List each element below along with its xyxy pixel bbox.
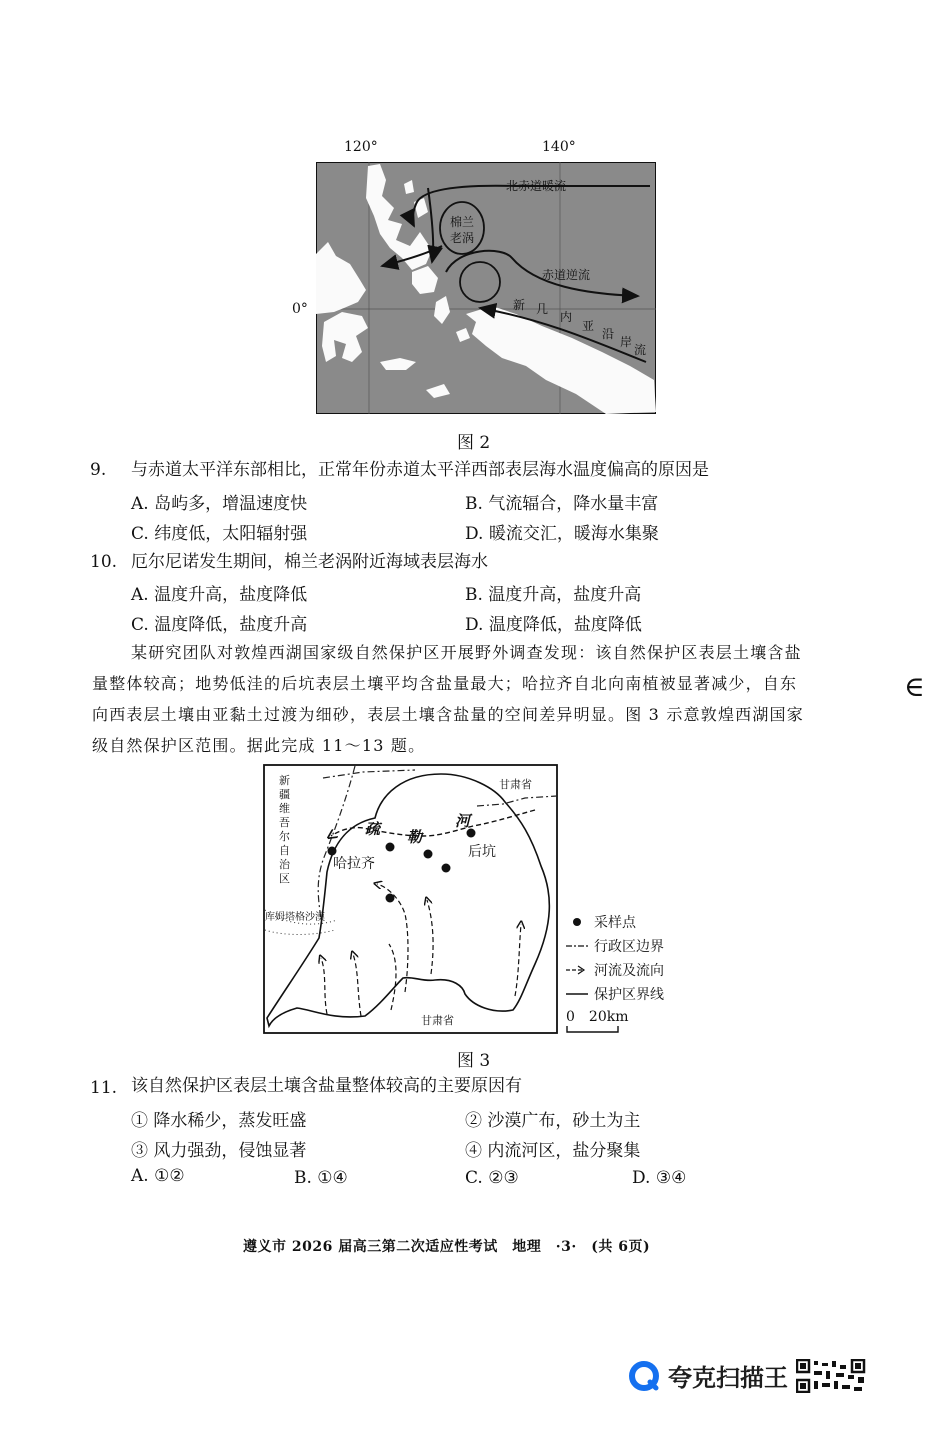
figure3-caption: 图 3 — [457, 1051, 491, 1071]
scale-bar-icon — [566, 1026, 620, 1034]
sample-point-south — [386, 894, 395, 903]
q9-option-a: A. 岛屿多，增温速度快 — [131, 494, 308, 514]
label-ng-2: 几 — [536, 302, 549, 316]
label-xinjiang-7: 治 — [279, 858, 290, 871]
figure2-caption: 图 2 — [457, 433, 491, 453]
label-xinjiang-5: 尔 — [279, 830, 290, 843]
q10-option-a: A. 温度升高，盐度降低 — [131, 585, 308, 605]
qr-code-icon — [796, 1359, 866, 1393]
label-ng-3: 内 — [560, 310, 573, 324]
label-mindanao-2: 老涡 — [450, 231, 475, 245]
passage-line-2: 量整体较高；地势低洼的后坑表层土壤平均含盐量最大；哈拉齐自北向南植被显著减少，自东 — [92, 674, 798, 693]
label-ng-7: 流 — [634, 343, 647, 357]
label-gansu-s: 甘肃省 — [421, 1014, 454, 1027]
label-mindanao-1: 棉兰 — [450, 215, 475, 229]
label-river-1: 疏 — [365, 820, 381, 838]
q10-option-b: B. 温度升高，盐度升高 — [465, 585, 642, 605]
sample-point-symbol — [566, 916, 588, 928]
label-halaqi: 哈拉齐 — [333, 856, 375, 872]
q11-option-a: A. ①② — [131, 1166, 185, 1186]
label-ng-1: 新 — [513, 298, 526, 312]
q9-option-b: B. 气流辐合，降水量丰富 — [465, 494, 659, 514]
question-9-number: 9. — [90, 460, 107, 480]
sample-point-4 — [442, 864, 451, 873]
q11-item-2: ② 沙漠广布，砂土为主 — [465, 1111, 641, 1131]
label-xinjiang-6: 自 — [279, 844, 290, 857]
q10-option-d: D. 温度降低，盐度降低 — [465, 615, 642, 635]
label-xinjiang-1: 新 — [279, 774, 290, 787]
scanner-logo-icon — [628, 1360, 660, 1392]
sample-point-halaqi — [328, 847, 337, 856]
q9-option-c: C. 纬度低，太阳辐射强 — [131, 524, 308, 544]
label-north-equatorial: 北赤道暖流 — [506, 179, 567, 193]
legend-reserve — [566, 982, 716, 1006]
passage-line-1: 某研究团队对敦煌西湖国家级自然保护区开展野外调查发现：该自然保护区表层土壤含盐 — [131, 643, 802, 662]
legend-river — [566, 958, 716, 982]
q11-item-4: ④ 内流河区，盐分聚集 — [465, 1141, 641, 1161]
figure3-legend — [566, 910, 716, 1028]
sample-point-3 — [424, 850, 433, 859]
label-river-2: 勒 — [407, 828, 423, 846]
longitude-label-120: 120° — [344, 139, 378, 155]
question-9-stem: 与赤道太平洋东部相比，正常年份赤道太平洋西部表层海水温度偏高的原因是 — [131, 460, 709, 480]
q9-option-d: D. 暖流交汇，暖海水集聚 — [465, 524, 659, 544]
label-xinjiang-8: 区 — [279, 872, 290, 885]
question-10-number: 10. — [90, 552, 118, 572]
q11-item-1: ① 降水稀少，蒸发旺盛 — [131, 1111, 307, 1131]
figure2-map — [316, 162, 656, 414]
legend-scale — [566, 1006, 716, 1028]
label-ng-5: 沿 — [602, 327, 615, 341]
figure3-map — [263, 764, 558, 1034]
label-houkeng: 后坑 — [468, 844, 496, 860]
passage-line-4: 级自然保护区范围。据此完成 11～13 题。 — [92, 736, 426, 755]
q10-option-c: C. 温度降低，盐度升高 — [131, 615, 308, 635]
scale-zero: 0 — [566, 1009, 575, 1025]
side-margin-mark: ∈ — [904, 670, 925, 703]
q11-option-c: C. ②③ — [465, 1168, 519, 1188]
river-flow-symbol — [566, 964, 588, 976]
label-xinjiang-3: 维 — [279, 802, 290, 815]
q11-option-b: B. ①④ — [294, 1168, 348, 1188]
passage-line-3: 向西表层土壤由亚黏土过渡为细砂，表层土壤含盐量的空间差异明显。图 3 示意敦煌西湖国家 — [92, 705, 804, 724]
question-11-stem: 该自然保护区表层土壤含盐量整体较高的主要原因有 — [131, 1076, 522, 1096]
page-footer: 遵义市 2026 届高三第二次适应性考试 地理 ·3· (共 6页) — [243, 1239, 651, 1255]
legend-reserve-label: 保护区界线 — [594, 987, 664, 1003]
scanner-watermark — [628, 1358, 866, 1393]
label-ng-4: 亚 — [582, 319, 595, 333]
scanner-brand-text: 夸克扫描王 — [668, 1364, 788, 1392]
q11-option-d: D. ③④ — [632, 1168, 687, 1188]
reserve-boundary-symbol — [566, 988, 588, 1000]
label-counter-current: 赤道逆流 — [542, 268, 591, 282]
question-10-stem: 厄尔尼诺发生期间，棉兰老涡附近海域表层海水 — [131, 552, 488, 572]
label-xinjiang-2: 疆 — [279, 788, 290, 801]
legend-sample — [566, 910, 716, 934]
legend-admin — [566, 934, 716, 958]
q11-item-3: ③ 风力强劲，侵蚀显著 — [131, 1141, 307, 1161]
map-frame — [264, 765, 557, 1033]
label-ng-6: 岸 — [620, 335, 633, 349]
label-xinjiang-4: 吾 — [279, 816, 290, 829]
legend-river-label: 河流及流向 — [594, 963, 664, 979]
scale-km: 20km — [588, 1009, 629, 1025]
latitude-label-0: 0° — [292, 301, 308, 317]
admin-boundary-symbol — [566, 940, 588, 952]
label-gansu-ne: 甘肃省 — [499, 778, 532, 791]
question-11-number: 11. — [90, 1078, 118, 1098]
label-river-3: 河 — [455, 812, 471, 830]
legend-admin-label: 行政区边界 — [594, 939, 664, 955]
sample-point-2 — [386, 843, 395, 852]
longitude-label-140: 140° — [542, 139, 576, 155]
legend-sample-label: 采样点 — [594, 915, 636, 931]
label-desert: 库姆塔格沙漠 — [265, 912, 325, 923]
